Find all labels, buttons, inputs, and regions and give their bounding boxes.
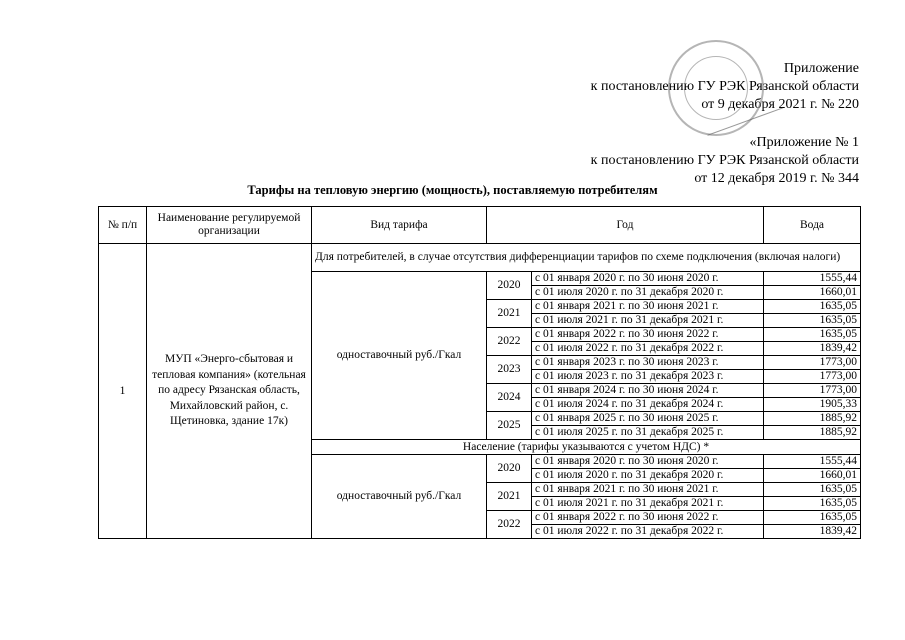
year-cell: 2021 [487, 483, 532, 511]
tariff-type: одноставочный руб./Гкал [312, 272, 487, 440]
page-title: Тарифы на тепловую энергию (мощность), поставляемую потребителям [247, 183, 658, 197]
water-tariff-value: 1635,05 [764, 300, 861, 314]
year-cell: 2022 [487, 328, 532, 356]
water-tariff-value: 1555,44 [764, 272, 861, 286]
row-number: 1 [99, 244, 147, 539]
water-tariff-value: 1839,42 [764, 342, 861, 356]
period-cell: с 01 января 2021 г. по 30 июня 2021 г. [532, 300, 764, 314]
section-note: Население (тарифы указываются с учетом НДС) * [312, 440, 861, 455]
period-cell: с 01 июля 2020 г. по 31 декабря 2020 г. [532, 469, 764, 483]
water-tariff-value: 1635,05 [764, 497, 861, 511]
period-cell: с 01 января 2025 г. по 30 июня 2025 г. [532, 412, 764, 426]
water-tariff-value: 1635,05 [764, 511, 861, 525]
water-tariff-value: 1773,00 [764, 356, 861, 370]
water-tariff-value: 1660,01 [764, 286, 861, 300]
water-tariff-value: 1555,44 [764, 455, 861, 469]
header-line: Приложение [783, 61, 859, 76]
year-cell: 2025 [487, 412, 532, 440]
column-header-year: Год [487, 207, 764, 244]
period-cell: с 01 января 2020 г. по 30 июня 2020 г. [532, 272, 764, 286]
header-line: «Приложение № 1 [749, 135, 859, 150]
period-cell: с 01 июля 2022 г. по 31 декабря 2022 г. [532, 342, 764, 356]
column-header-water: Вода [764, 207, 861, 244]
period-cell: с 01 января 2023 г. по 30 июня 2023 г. [532, 356, 764, 370]
period-cell: с 01 января 2020 г. по 30 июня 2020 г. [532, 455, 764, 469]
tariff-type: одноставочный руб./Гкал [312, 455, 487, 539]
water-tariff-value: 1635,05 [764, 328, 861, 342]
period-cell: с 01 января 2021 г. по 30 июня 2021 г. [532, 483, 764, 497]
period-cell: с 01 января 2024 г. по 30 июня 2024 г. [532, 384, 764, 398]
water-tariff-value: 1773,00 [764, 370, 861, 384]
organization-name: МУП «Энерго-сбытовая и тепловая компания» (котельная по адресу Рязанская область, Михайловский район, с. Щетиновка, здание 17к) [147, 244, 312, 539]
year-cell: 2020 [487, 272, 532, 300]
water-tariff-value: 1635,05 [764, 483, 861, 497]
header-line: от 12 декабря 2019 г. № 344 [694, 171, 859, 186]
water-tariff-value: 1773,00 [764, 384, 861, 398]
period-cell: с 01 июля 2024 г. по 31 декабря 2024 г. [532, 398, 764, 412]
period-cell: с 01 января 2022 г. по 30 июня 2022 г. [532, 511, 764, 525]
period-cell: с 01 июля 2022 г. по 31 декабря 2022 г. [532, 525, 764, 539]
period-cell: с 01 января 2022 г. по 30 июня 2022 г. [532, 328, 764, 342]
year-cell: 2023 [487, 356, 532, 384]
year-cell: 2022 [487, 511, 532, 539]
section-note: Для потребителей, в случае отсутствия дифференциации тарифов по схеме подключения (включая налоги) [312, 244, 861, 272]
column-header-organization: Наименование регулируемой организации [147, 207, 312, 244]
year-cell: 2024 [487, 384, 532, 412]
period-cell: с 01 июля 2023 г. по 31 декабря 2023 г. [532, 370, 764, 384]
tariff-table [98, 206, 861, 539]
header-line: к постановлению ГУ РЭК Рязанской области [590, 79, 859, 94]
water-tariff-value: 1905,33 [764, 398, 861, 412]
water-tariff-value: 1885,92 [764, 412, 861, 426]
water-tariff-value: 1839,42 [764, 525, 861, 539]
water-tariff-value: 1635,05 [764, 314, 861, 328]
header-line: к постановлению ГУ РЭК Рязанской области [590, 153, 859, 168]
water-tariff-value: 1660,01 [764, 469, 861, 483]
period-cell: с 01 июля 2025 г. по 31 декабря 2025 г. [532, 426, 764, 440]
year-cell: 2021 [487, 300, 532, 328]
column-header-tariff-type: Вид тарифа [312, 207, 487, 244]
period-cell: с 01 июля 2020 г. по 31 декабря 2020 г. [532, 286, 764, 300]
year-cell: 2020 [487, 455, 532, 483]
column-header-number: № п/п [99, 207, 147, 244]
water-tariff-value: 1885,92 [764, 426, 861, 440]
period-cell: с 01 июля 2021 г. по 31 декабря 2021 г. [532, 314, 764, 328]
period-cell: с 01 июля 2021 г. по 31 декабря 2021 г. [532, 497, 764, 511]
header-line: от 9 декабря 2021 г. № 220 [701, 97, 859, 112]
